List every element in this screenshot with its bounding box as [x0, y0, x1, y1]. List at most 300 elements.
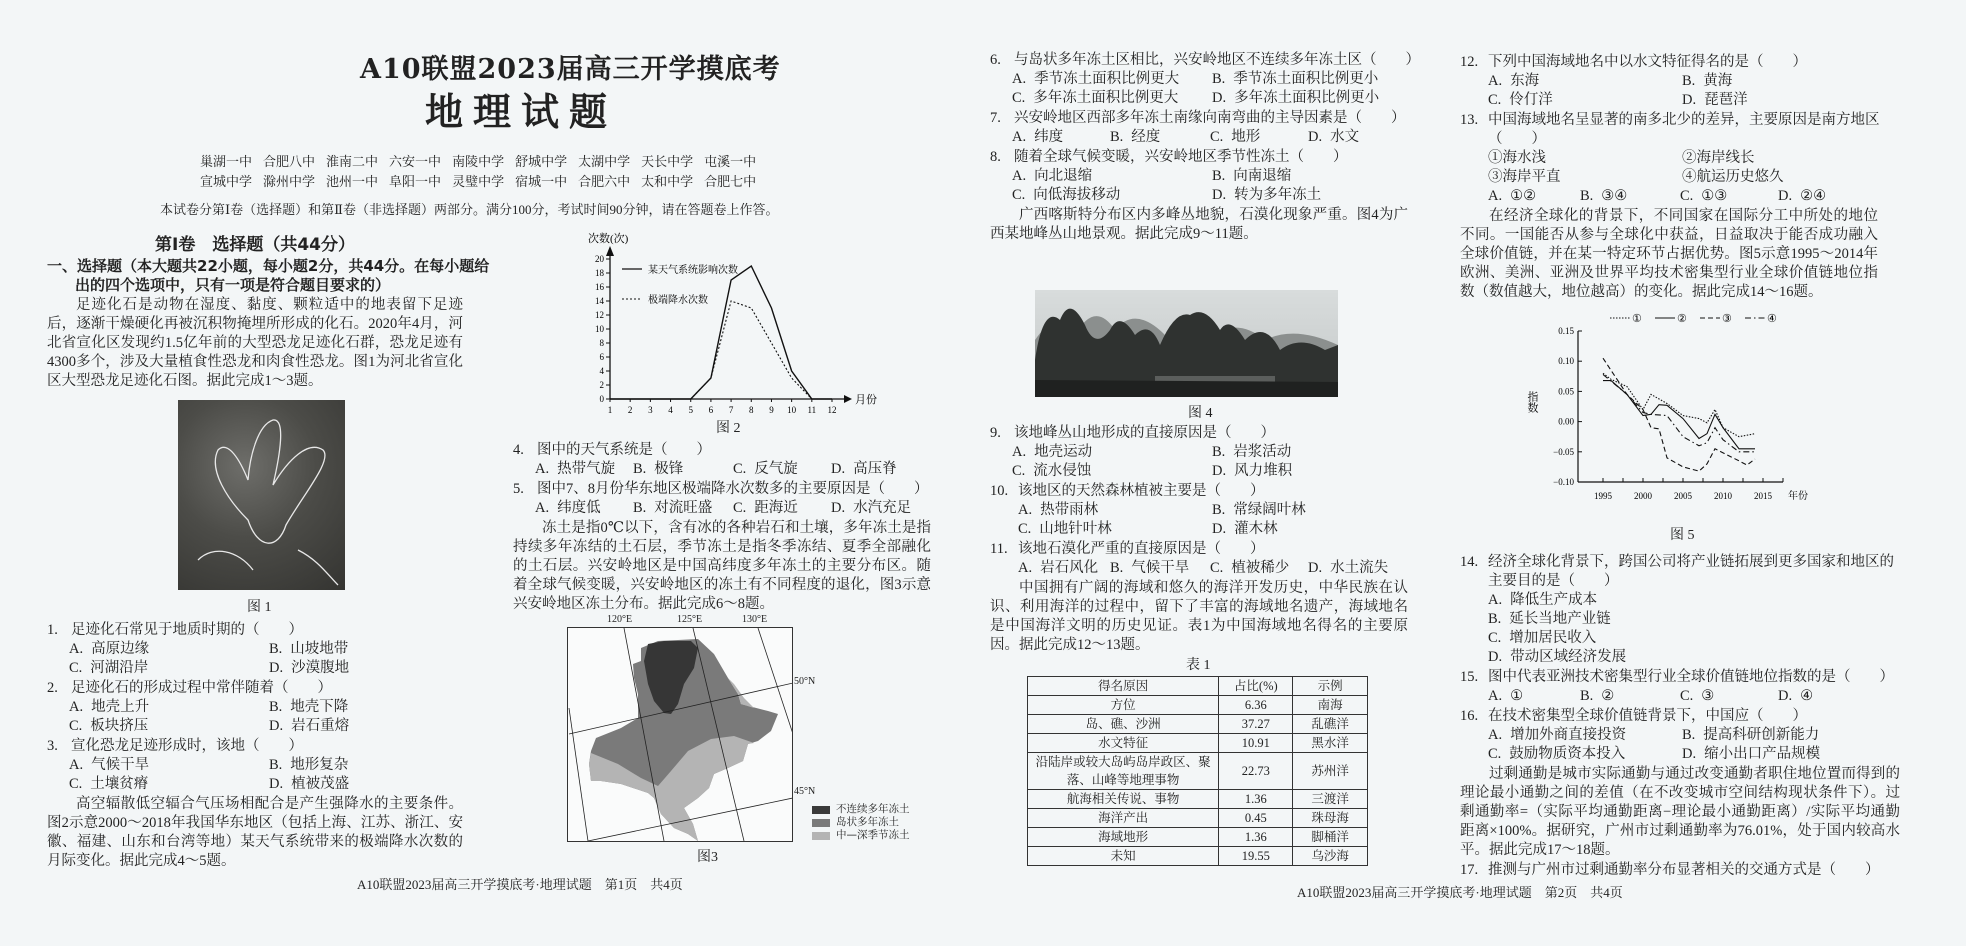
series-line-1: [610, 266, 832, 399]
option-text: 增加外商直接投资: [1510, 727, 1627, 743]
legend-label: 中—深季节冻土: [836, 829, 910, 841]
option-letter: D.: [1682, 92, 1697, 108]
option-row: [513, 499, 931, 518]
option-text: 反气旋: [754, 461, 798, 477]
figure-5-chart: [1520, 303, 1820, 508]
question-stem: [990, 109, 1430, 128]
option-text: 高压脊: [853, 461, 897, 477]
passage-q12-13: 中国拥有广阔的海域和悠久的海洋开发历史，中华民族在认识、利用海洋的过程中，留下了丰富的海域地名遗产，海域地名是中国海洋文明的历史见证。表1为中国海域地名得名的主要原因。据此完成12～13题。: [990, 580, 1408, 653]
option-text: ①③: [1701, 188, 1728, 204]
answer-option[interactable]: [1210, 128, 1260, 147]
y-tick-label: 14: [595, 296, 604, 306]
exam-title: A10联盟2023届高三开学摸底考: [360, 54, 781, 85]
option-text: ①②: [1510, 188, 1537, 204]
table-cell: 脚桶洋: [1293, 828, 1368, 847]
answer-option[interactable]: [1308, 559, 1388, 578]
option-letter: C.: [1012, 463, 1026, 479]
lat-label-45: 45°N: [794, 786, 816, 797]
passage-q17-18: 过剩通勤是城市实际通勤与通过改变通勤者职住地位置而得到的理论最小通勤之间的差值（在不改变城市空间结构现状条件下）。过剩通勤率=（实际平均通勤距离−理论最小通勤距离）/实际平均通勤距离×100%。据研究，广州市过剩通勤率为76.01%，处于国内较高水平。据此完成17～18题。: [1460, 766, 1900, 858]
answer-option[interactable]: [1488, 610, 1611, 629]
question-number: 17.: [1460, 862, 1479, 878]
x-axis-label: 月份: [855, 394, 877, 406]
option-letter: A.: [1012, 129, 1027, 145]
table-cell: 航海相关传说、事物: [1028, 790, 1219, 809]
table-header-cell: 得名原因: [1028, 677, 1219, 696]
question-stem: [513, 480, 931, 499]
option-text: 水土流失: [1330, 560, 1389, 576]
school-name: 合肥六中: [578, 175, 631, 190]
option-letter: D.: [269, 718, 284, 734]
option-letter: B.: [1212, 502, 1226, 518]
table-row: [1028, 696, 1368, 715]
option-letter: C.: [69, 776, 83, 792]
question-text: 足迹化石的形成过程中常伴随着（ ）: [71, 680, 332, 696]
option-row: [990, 167, 1430, 186]
answer-option[interactable]: [535, 460, 615, 479]
question-1: [47, 621, 465, 678]
answer-option[interactable]: [733, 499, 798, 518]
question-16: [1460, 707, 1900, 764]
table-cell: 未知: [1028, 847, 1219, 866]
answer-option[interactable]: [269, 717, 349, 736]
option-text: 降低生产成本: [1510, 592, 1598, 608]
x-tick-label: 2: [627, 405, 633, 415]
lon-label-120: 120°E: [607, 614, 633, 625]
table-cell: 37.27: [1219, 715, 1293, 734]
school-name: 灵璧中学: [452, 175, 505, 190]
passage-q4-5: 高空辐散低空辐合气压场相配合是产生强降水的主要条件。图2示意2000～2018年我国华东地区（包括上海、江苏、浙江、安徽、福建、山东和台湾等地）某天气系统带来的极端降水次数的月际变化。据此完成4～5题。: [47, 796, 463, 869]
answer-option[interactable]: [1012, 128, 1063, 147]
option-letter: C.: [1210, 129, 1224, 145]
answer-option[interactable]: [1580, 687, 1614, 706]
answer-option[interactable]: [733, 460, 798, 479]
school-name: 南陵中学: [452, 155, 505, 170]
option-letter: C.: [1012, 187, 1026, 203]
x-tick-label: 2000: [1634, 491, 1652, 501]
school-list-row-2: [200, 174, 767, 192]
question-number: 12.: [1460, 54, 1479, 70]
question-13: [1460, 111, 1900, 206]
answer-option[interactable]: [1110, 128, 1160, 147]
table-cell: 黑水洋: [1293, 734, 1368, 753]
answer-option[interactable]: [1682, 745, 1820, 764]
option-text: ①: [1510, 688, 1524, 704]
option-row: [990, 559, 1430, 578]
answer-option[interactable]: [1682, 91, 1748, 110]
table-row: [1028, 715, 1368, 734]
option-row: [1460, 726, 1900, 745]
lon-label-130: 130°E: [742, 614, 768, 625]
answer-option[interactable]: [1018, 559, 1098, 578]
answer-option[interactable]: [1212, 89, 1379, 108]
option-text: 极锋: [654, 461, 684, 477]
lat-label-50: 50°N: [794, 676, 816, 687]
table-cell: 0.45: [1219, 809, 1293, 828]
y-tick-label: 0.15: [1558, 326, 1574, 336]
answer-option[interactable]: [69, 659, 148, 678]
question-4: [513, 441, 931, 479]
option-row: [990, 89, 1430, 108]
option-text: 延长当地产业链: [1509, 611, 1611, 627]
answer-option[interactable]: [1110, 559, 1189, 578]
statement-item: ④航运历史悠久: [1682, 169, 1784, 185]
school-name: 阜阳一中: [389, 175, 442, 190]
option-letter: D.: [1488, 649, 1503, 665]
question-8: [990, 148, 1430, 205]
option-text: 山坡地带: [290, 641, 349, 657]
answer-option[interactable]: [1212, 443, 1291, 462]
question-stem: [990, 540, 1430, 559]
table-cell: 三渡洋: [1293, 790, 1368, 809]
table-row: [1028, 753, 1368, 790]
option-letter: D.: [1682, 746, 1697, 762]
option-letter: A.: [69, 641, 84, 657]
option-letter: D.: [1212, 90, 1227, 106]
option-text: 提高科研创新能力: [1703, 727, 1820, 743]
question-number: 10.: [990, 483, 1009, 499]
x-tick-label: 1: [607, 405, 613, 415]
y-axis-label: 次数(次): [588, 233, 629, 245]
question-11: [990, 540, 1430, 578]
question-text: 图中7、8月份华东地区极端降水次数多的主要原因是（ ）: [537, 481, 929, 497]
option-text: 多年冻土面积比例更大: [1033, 90, 1179, 106]
y-tick-label: 16: [595, 282, 604, 292]
answer-option[interactable]: [269, 698, 348, 717]
option-text: ②④: [1800, 188, 1827, 204]
answer-option[interactable]: [1488, 629, 1596, 648]
school-list-row-1: [200, 154, 767, 172]
y-tick-label: 10: [595, 324, 604, 334]
passage-q6-8: 冻土是指0℃以下，含有冰的各种岩石和土壤，多年冻土是指持续多年冻结的土石层，季节冻土是指冬季冻结、夏季全部融化的土石层。兴安岭地区是中国高纬度多年冻土的主要分布区。随着全球气候变暖，兴安岭地区的冻土有不同程度的退化，图3示意兴安岭地区冻土分布。据此完成6～8题。: [513, 520, 931, 612]
question-text: 在技术密集型全球价值链背景下，中国应（ ）: [1488, 708, 1807, 724]
option-text: 气候干旱: [1131, 560, 1190, 576]
y-axis-arrow-icon: [606, 246, 614, 256]
table-cell: 南海: [1293, 696, 1368, 715]
answer-option[interactable]: [1012, 167, 1092, 186]
answer-option[interactable]: [1488, 726, 1626, 745]
answer-option[interactable]: [269, 775, 349, 794]
option-letter: D.: [831, 500, 846, 516]
table-header-cell: 占比(%): [1219, 677, 1293, 696]
table-1: [1027, 676, 1368, 866]
answer-option[interactable]: [1488, 648, 1626, 667]
legend-label: ②: [1677, 313, 1687, 325]
answer-option[interactable]: [1212, 186, 1321, 205]
answer-option[interactable]: [1778, 187, 1826, 206]
option-letter: C.: [69, 718, 83, 734]
question-5: [513, 480, 931, 518]
answer-option[interactable]: [1680, 187, 1727, 206]
option-text: 黄海: [1703, 73, 1733, 89]
question-stem: [1460, 53, 1900, 72]
figure-2-caption: 图 2: [716, 421, 741, 436]
answer-option[interactable]: [633, 499, 712, 518]
question-number: 1.: [47, 622, 58, 638]
answer-option[interactable]: [269, 756, 348, 775]
option-row: [990, 443, 1430, 462]
legend-label: ③: [1722, 313, 1732, 325]
option-letter: A.: [1012, 168, 1027, 184]
answer-option[interactable]: [69, 698, 149, 717]
y-tick-label: 2: [599, 380, 604, 390]
option-text: 岩石风化: [1040, 560, 1099, 576]
question-stem: [1460, 111, 1900, 149]
school-name: 舒城中学: [515, 155, 568, 170]
x-tick-label: 7: [728, 405, 734, 415]
answer-option[interactable]: [535, 499, 601, 518]
permafrost-map: [568, 628, 792, 841]
option-text: 高原边缘: [91, 641, 150, 657]
question-text: 该地区的天然森林植被主要是（ ）: [1018, 483, 1265, 499]
answer-option[interactable]: [1012, 89, 1178, 108]
question-text: 图中代表亚洲技术密集型行业全球价值链地位指数的是（ ）: [1488, 669, 1894, 685]
x-tick-label: 2010: [1714, 491, 1732, 501]
option-letter: B.: [1110, 560, 1124, 576]
question-text: 宣化恐龙足迹形成时，该地（ ）: [71, 738, 303, 754]
answer-option[interactable]: [1018, 520, 1112, 539]
option-row: [1460, 187, 1900, 206]
table-row: [1028, 734, 1368, 753]
option-text: 气候干旱: [91, 757, 150, 773]
legend-swatch: [812, 819, 830, 827]
figure-3-legend: [812, 803, 910, 842]
y-tick-label: 0: [599, 394, 604, 404]
answer-option[interactable]: [69, 640, 149, 659]
table-row: [1028, 847, 1368, 866]
option-row: [513, 460, 931, 479]
option-text: ③④: [1601, 188, 1628, 204]
option-letter: B.: [1212, 444, 1226, 460]
option-row: [990, 70, 1430, 89]
option-letter: B.: [1682, 727, 1696, 743]
option-letter: B.: [1212, 71, 1226, 87]
option-letter: A.: [1018, 502, 1033, 518]
answer-option[interactable]: [69, 717, 148, 736]
exam-note: 本试卷分第Ⅰ卷（选择题）和第Ⅱ卷（非选择题）两部分。满分100分，考试时间90分钟，请在答题卷上作答。: [160, 202, 779, 217]
question-number: 11.: [990, 541, 1008, 557]
y-tick-label: 0.05: [1558, 386, 1574, 397]
question-number: 7.: [990, 110, 1001, 126]
option-text: 纬度: [1034, 129, 1064, 145]
option-row: [47, 756, 465, 775]
answer-option[interactable]: [1018, 501, 1098, 520]
question-number: 4.: [513, 442, 524, 458]
option-letter: A.: [1488, 727, 1503, 743]
option-letter: C.: [1680, 688, 1694, 704]
answer-option[interactable]: [69, 756, 149, 775]
page-2-footer: A10联盟2023届高三开学摸底考·地理试题 第2页 共4页: [1297, 885, 1623, 900]
question-9: [990, 424, 1430, 481]
y-tick-label: 4: [599, 366, 604, 376]
answer-option[interactable]: [1488, 72, 1539, 91]
answer-option[interactable]: [1012, 70, 1179, 89]
option-text: 常绿阔叶林: [1233, 502, 1306, 518]
option-letter: D.: [831, 461, 846, 477]
option-text: 风力堆积: [1234, 463, 1293, 479]
option-letter: B.: [1580, 688, 1594, 704]
option-row: [1460, 629, 1900, 648]
question-6: [990, 51, 1430, 108]
table-cell: 22.73: [1219, 753, 1293, 790]
option-letter: B.: [1110, 129, 1124, 145]
option-row: [1460, 91, 1900, 110]
answer-option[interactable]: [1212, 70, 1378, 89]
option-row: [47, 717, 465, 736]
table-cell: 1.36: [1219, 828, 1293, 847]
answer-option[interactable]: [1012, 186, 1120, 205]
figure-1-caption: 图 1: [247, 600, 272, 615]
option-text: 鼓励物质资本投入: [1509, 746, 1626, 762]
answer-option[interactable]: [1212, 167, 1291, 186]
legend-swatch: [812, 832, 830, 840]
option-text: 地形复杂: [290, 757, 349, 773]
table-header-row: [1028, 677, 1368, 696]
answer-option[interactable]: [1488, 591, 1597, 610]
x-tick-label: 12: [827, 405, 837, 415]
answer-option[interactable]: [1488, 91, 1553, 110]
legend-swatch: [812, 806, 830, 814]
option-letter: A.: [1012, 444, 1027, 460]
y-tick-label: 20: [595, 254, 604, 264]
question-stem: [1460, 707, 1900, 726]
y-tick-label: 6: [599, 352, 604, 362]
option-row: [47, 698, 465, 717]
option-letter: B.: [269, 641, 283, 657]
question-text: 推测与广州市过剩通勤率分布显著相关的交通方式是（ ）: [1488, 862, 1880, 878]
answer-option[interactable]: [269, 659, 349, 678]
answer-option[interactable]: [1682, 726, 1819, 745]
question-text: 图中的天气系统是（ ）: [537, 442, 711, 458]
y-tick-label: 8: [599, 338, 604, 348]
option-row: [1460, 687, 1900, 706]
y-tick-label: −0.10: [1553, 477, 1574, 487]
answer-option[interactable]: [633, 460, 683, 479]
option-text: 季节冻土面积比例更大: [1034, 71, 1180, 87]
question-stem: [1460, 861, 1900, 880]
x-tick-label: 5: [688, 405, 693, 415]
question-text: 该地峰丛山地形成的直接原因是（ ）: [1014, 425, 1275, 441]
answer-option[interactable]: [269, 640, 348, 659]
table-1-caption: 表 1: [1186, 658, 1211, 673]
option-row: [990, 462, 1430, 481]
question-text: 经济全球化背景下，跨国公司将产业链拓展到更多国家和地区的主要目的是（ ）: [1488, 554, 1894, 589]
question-text: 足迹化石常见于地质时期的（ ）: [71, 622, 303, 638]
answer-option[interactable]: [1778, 687, 1813, 706]
figure-2-chart: [560, 230, 880, 418]
option-letter: A.: [1488, 592, 1503, 608]
option-letter: D.: [1212, 463, 1227, 479]
question-stem: [1460, 668, 1900, 687]
option-letter: A.: [69, 699, 84, 715]
y-tick-label: 0.10: [1558, 356, 1574, 367]
question-number: 8.: [990, 149, 1001, 165]
answer-option[interactable]: [1680, 687, 1714, 706]
table-cell: 沿陆岸或较大岛屿岛岸政区、聚落、山峰等地理事物: [1028, 753, 1219, 790]
legend-item: [812, 829, 910, 842]
passage-q9-11: 广西喀斯特分布区内多峰丛地貌，石漠化现象严重。图4为广西某地峰丛山地景观。据此完成9～11题。: [990, 207, 1408, 242]
series-line-1: [1603, 373, 1755, 436]
option-letter: B.: [1488, 611, 1502, 627]
school-name: 滁州中学: [263, 175, 316, 190]
option-letter: B.: [1212, 168, 1226, 184]
question-stem: [47, 679, 465, 698]
table-cell: 乌沙海: [1293, 847, 1368, 866]
answer-option[interactable]: [1012, 462, 1091, 481]
question-text: 兴安岭地区西部多年冻土南缘向南弯曲的主导因素是（ ）: [1014, 110, 1406, 126]
school-name: 合肥八中: [263, 155, 316, 170]
option-text: 距海近: [754, 500, 798, 516]
question-7: [990, 109, 1430, 147]
x-axis-arrow-icon: [844, 395, 852, 403]
answer-option[interactable]: [1212, 520, 1278, 539]
question-number: 16.: [1460, 708, 1479, 724]
question-text: 中国海域地名呈显著的南多北少的差异，主要原因是南方地区（ ）: [1488, 112, 1880, 147]
option-letter: B.: [633, 500, 647, 516]
option-letter: C.: [1012, 90, 1026, 106]
option-text: ④: [1800, 688, 1814, 704]
section-instructions: 一、选择题（本大题共22小题，每小题2分，共44分。在每小题给出的四个选项中，只有一项是符合题目要求的）: [47, 257, 490, 294]
x-tick-label: 10: [787, 405, 797, 415]
option-text: 山地针叶林: [1039, 521, 1112, 537]
answer-option[interactable]: [69, 775, 148, 794]
answer-option[interactable]: [1580, 187, 1627, 206]
option-letter: C.: [1488, 630, 1502, 646]
option-text: 向北退缩: [1034, 168, 1093, 184]
answer-option[interactable]: [1488, 687, 1523, 706]
answer-option[interactable]: [831, 460, 897, 479]
option-text: 地壳运动: [1034, 444, 1093, 460]
question-number: 15.: [1460, 669, 1479, 685]
answer-option[interactable]: [1212, 501, 1306, 520]
school-name: 六安一中: [389, 155, 442, 170]
option-letter: D.: [1308, 129, 1323, 145]
option-text: 岩浆活动: [1233, 444, 1292, 460]
option-letter: B.: [1682, 73, 1696, 89]
legend-label: 岛状多年冻土: [836, 816, 899, 828]
statement-row: [1460, 168, 1900, 187]
answer-option[interactable]: [1012, 443, 1092, 462]
x-tick-label: 2005: [1674, 491, 1692, 501]
legend-label: ④: [1767, 313, 1777, 325]
option-text: 地壳下降: [290, 699, 349, 715]
statement-item: ②海岸线长: [1682, 150, 1755, 166]
karst-peaks-illustration: [1035, 290, 1338, 397]
answer-option[interactable]: [1212, 462, 1292, 481]
table-cell: 苏州洋: [1293, 753, 1368, 790]
option-letter: D.: [269, 776, 284, 792]
table-cell: 海域地形: [1028, 828, 1219, 847]
school-name: 巢湖一中: [200, 155, 253, 170]
option-letter: A.: [1018, 560, 1033, 576]
answer-option[interactable]: [1488, 745, 1625, 764]
passage-q1-3: 足迹化石是动物在湿度、黏度、颗粒适中的地表留下足迹后，逐渐干燥硬化再被沉积物掩埋所形成的化石。2020年4月，河北省宣化区发现约1.5亿年前的大型恐龙足迹化石群，恐龙足迹有4300多个，涉及大量植食性恐龙和肉食性恐龙。图1为河北省宣化区大型恐龙足迹化石图。据此完成1～3题。: [47, 297, 463, 389]
question-14: [1460, 553, 1900, 667]
answer-option[interactable]: [1210, 559, 1289, 578]
option-text: 植被茂盛: [291, 776, 350, 792]
option-row: [990, 501, 1430, 520]
answer-option[interactable]: [831, 499, 911, 518]
table-cell: 水文特征: [1028, 734, 1219, 753]
page-1-footer: A10联盟2023届高三开学摸底考·地理试题 第1页 共4页: [357, 877, 683, 892]
x-tick-label: 9: [769, 405, 774, 415]
answer-option[interactable]: [1308, 128, 1359, 147]
series-line-2: [1603, 381, 1755, 449]
option-letter: D.: [1212, 521, 1227, 537]
option-text: 热带雨林: [1040, 502, 1099, 518]
answer-option[interactable]: [1682, 72, 1732, 91]
answer-option[interactable]: [1488, 187, 1536, 206]
option-text: 地壳上升: [91, 699, 150, 715]
